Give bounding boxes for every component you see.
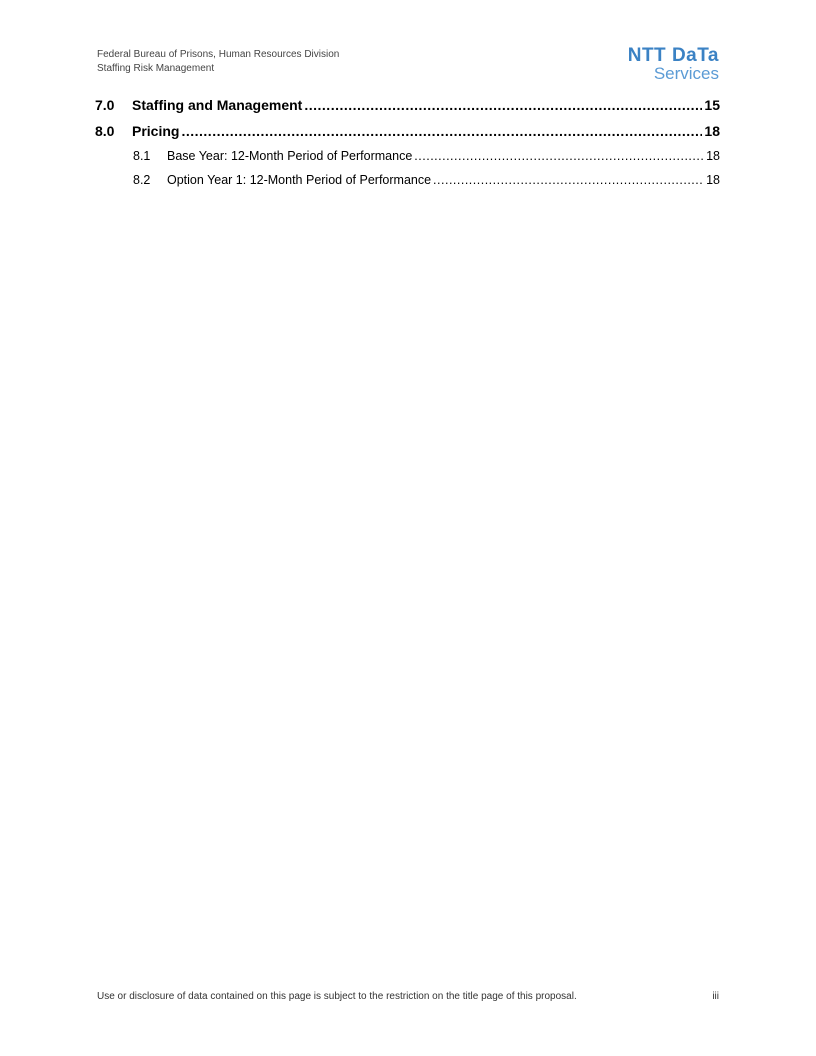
toc-dot-leader	[304, 95, 702, 115]
table-of-contents	[95, 95, 720, 195]
logo-subtitle: Services	[653, 64, 719, 83]
toc-subentry-base-year[interactable]	[95, 147, 720, 171]
toc-subentry-title: Option Year 1: 12-Month Period of Performance	[167, 173, 432, 187]
toc-subentry-number: 8.2	[133, 173, 151, 187]
toc-entry-staffing-and-management[interactable]	[95, 95, 720, 121]
toc-dot-leader	[414, 147, 704, 165]
toc-subentry-page: 18	[706, 173, 720, 187]
footer-restriction-notice: Use or disclosure of data contained on this page is subject to the restriction on the title page of this proposal.	[97, 991, 577, 1002]
toc-entry-page: 15	[704, 97, 720, 113]
logo-wordmark: NTT DaTa	[627, 45, 719, 66]
toc-entry-pricing[interactable]	[95, 121, 720, 147]
toc-subentry-page: 18	[706, 149, 720, 163]
header-organization: Federal Bureau of Prisons, Human Resources Division	[97, 49, 340, 60]
toc-entry-title: Staffing and Management	[132, 97, 303, 113]
toc-subentry-title: Base Year: 12-Month Period of Performance	[167, 149, 413, 163]
footer-page-number: iii	[712, 991, 719, 1002]
toc-entry-page: 18	[704, 123, 720, 139]
toc-entry-title: Pricing	[132, 123, 180, 139]
toc-dot-leader	[181, 121, 702, 141]
toc-dot-leader	[433, 171, 704, 189]
document-footer	[97, 991, 719, 1003]
header-project: Staffing Risk Management	[97, 63, 215, 74]
toc-subentry-option-year-1[interactable]	[95, 171, 720, 195]
document-header	[97, 48, 339, 76]
ntt-data-logo	[628, 46, 719, 83]
toc-subentry-number: 8.1	[133, 149, 151, 163]
toc-entry-number: 8.0	[95, 123, 115, 139]
toc-entry-number: 7.0	[95, 97, 115, 113]
